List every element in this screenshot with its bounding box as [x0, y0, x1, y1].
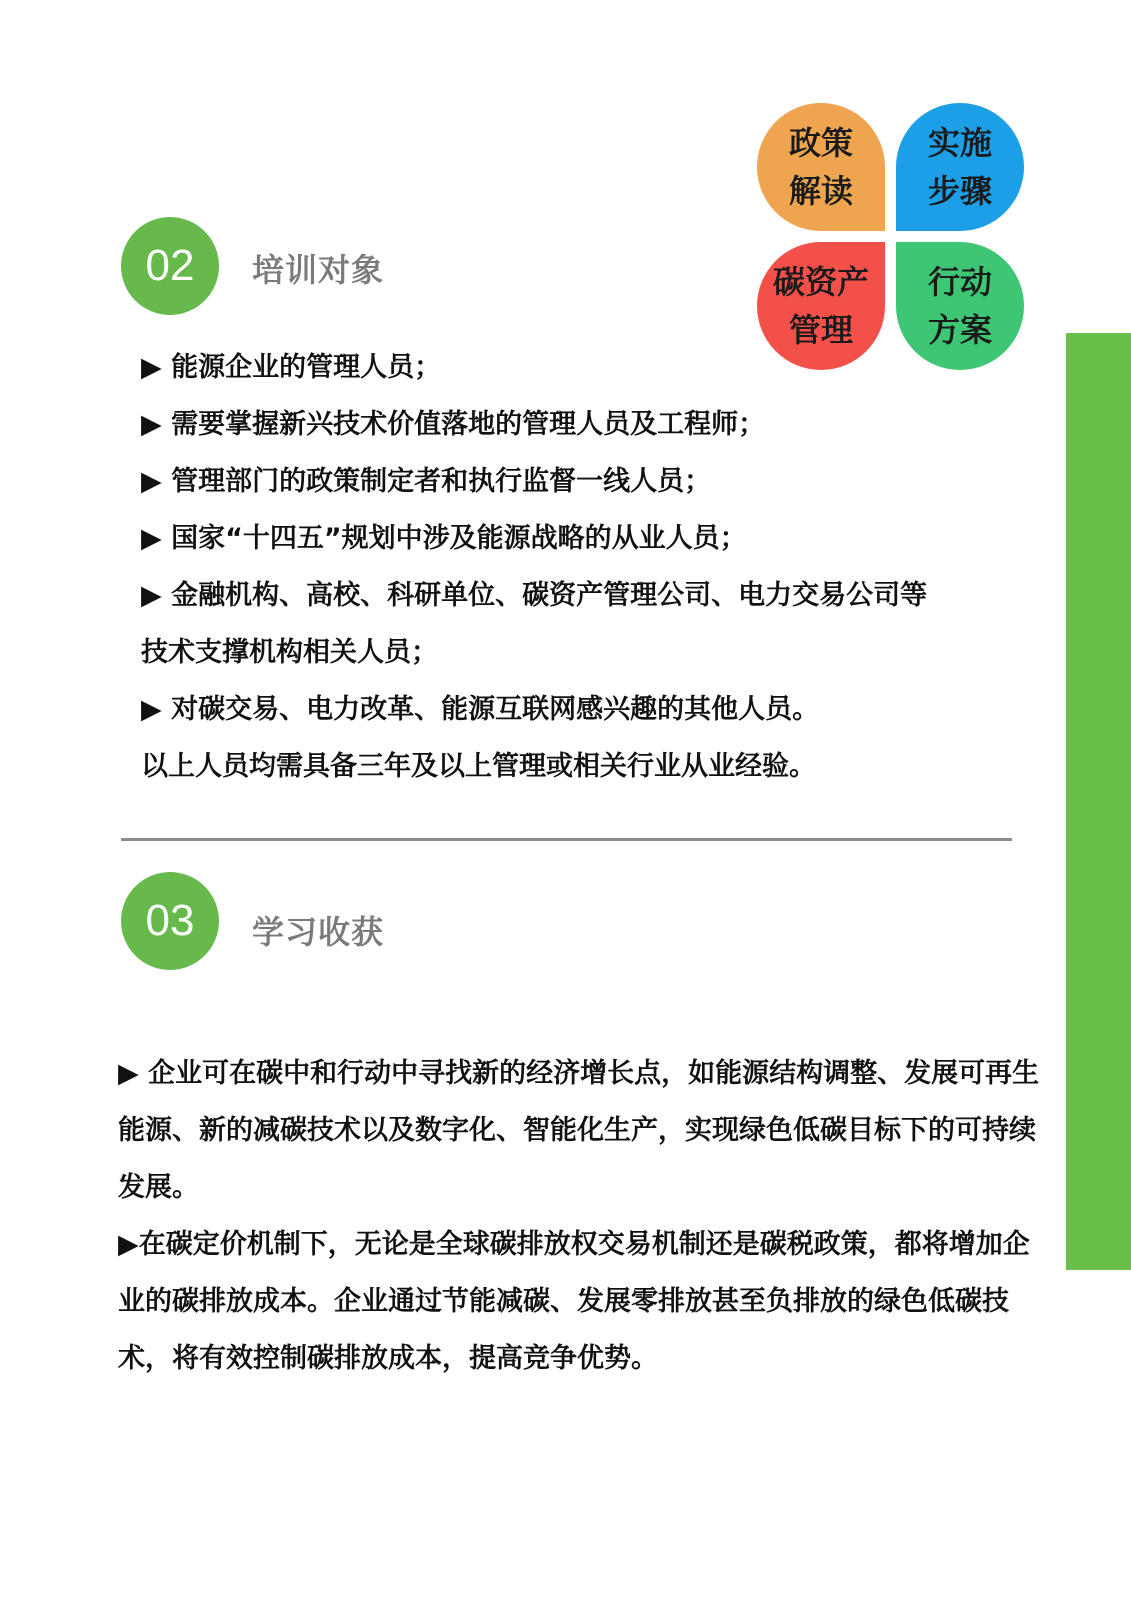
section-number-badge: 02	[121, 217, 219, 315]
list-item: 技术支撑机构相关人员；	[141, 637, 438, 668]
petal-carbon-assets-line2: 管理	[788, 311, 853, 349]
petal-steps	[896, 103, 1024, 231]
list-item: 以上人员均需具备三年及以上管理或相关行业从业经验。	[141, 751, 816, 782]
list-item: ▶ 管理部门的政策制定者和执行监督一线人员；	[141, 466, 712, 497]
list-item: ▶ 能源企业的管理人员；	[141, 352, 442, 383]
benefit-paragraph: ▶ 企业可在碳中和行动中寻找新的经济增长点，如能源结构调整、发展可再生能源、新的减碳技术以及数字化、智能化生产，实现绿色低碳目标下的可持续发展。	[118, 1058, 1040, 1203]
petal-policy-line2: 解读	[788, 172, 853, 210]
petal-policy	[757, 103, 885, 231]
list-item: ▶ 对碳交易、电力改革、能源互联网感兴趣的其他人员。	[141, 694, 820, 725]
list-item: ▶ 国家“十四五”规划中涉及能源战略的从业人员；	[141, 523, 747, 554]
section-divider	[121, 838, 1012, 841]
section-title: 培训对象	[252, 251, 385, 289]
section-title: 学习收获	[252, 913, 385, 951]
benefit-paragraph: ▶在碳定价机制下，无论是全球碳排放权交易机制还是碳税政策，都将增加企业的碳排放成本。企业通过节能减碳、发展零排放甚至负排放的绿色低碳技术，将有效控制碳排放成本，提高竞争优势。	[118, 1229, 1030, 1374]
petal-steps-line2: 步骤	[927, 172, 992, 210]
petal-carbon-assets-line1: 碳资产	[772, 263, 869, 301]
side-accent-bar	[1066, 333, 1131, 1270]
list-item: ▶ 金融机构、高校、科研单位、碳资产管理公司、电力交易公司等	[141, 580, 928, 611]
petal-action-plan-line2: 方案	[927, 311, 992, 349]
petal-action-plan-line1: 行动	[927, 263, 992, 301]
audience-list	[141, 339, 1041, 795]
petal-policy-line1: 政策	[788, 124, 853, 162]
petal-steps-line1: 实施	[927, 124, 992, 162]
section-number-badge: 03	[121, 872, 219, 970]
list-item: ▶ 需要掌握新兴技术价值落地的管理人员及工程师；	[141, 409, 766, 440]
